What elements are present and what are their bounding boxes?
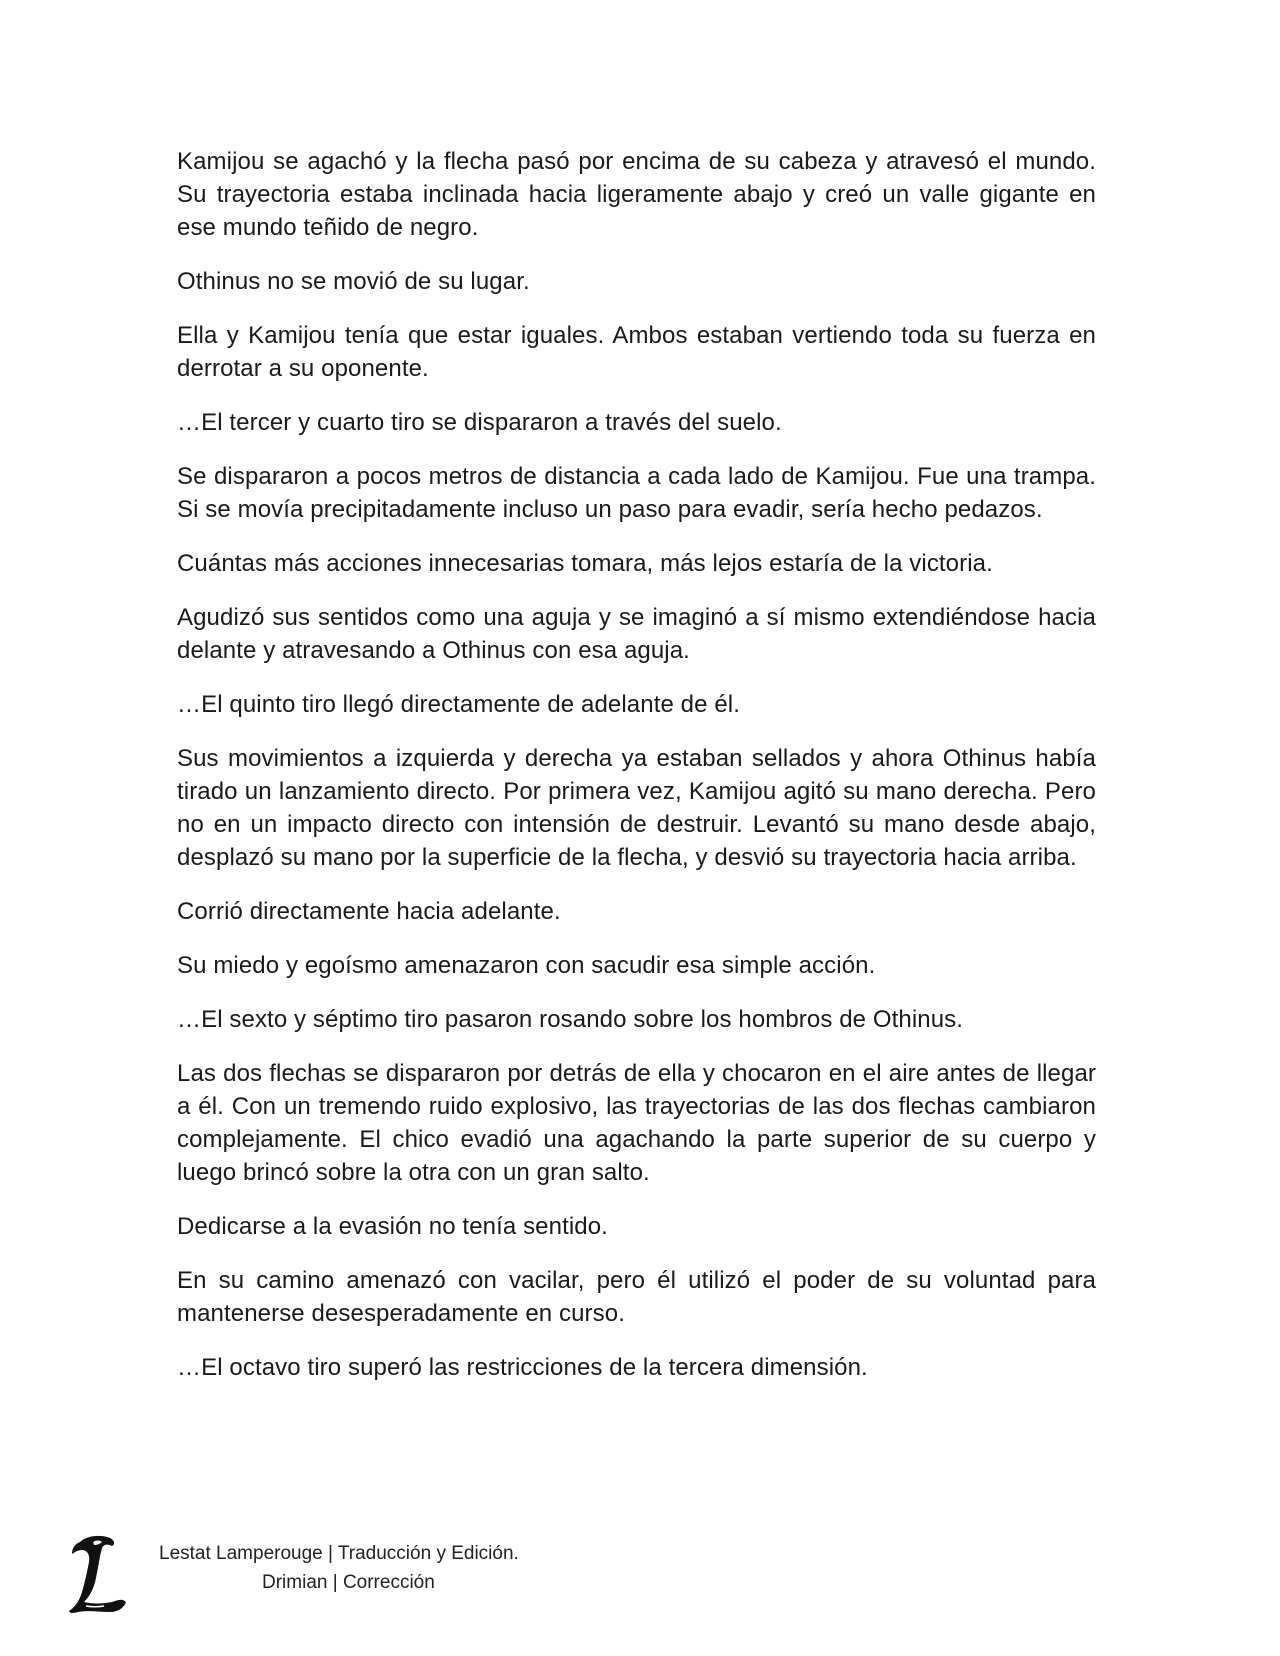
paragraph: En su camino amenazó con vacilar, pero él utilizó el poder de su voluntad para mantenerse desesperadamente en curso. [177,1267,1096,1327]
paragraph: Cuántas más acciones innecesarias tomara, más lejos estaría de la victoria. [177,550,993,577]
paragraph: Se dispararon a pocos metros de distancia a cada lado de Kamijou. Fue una trampa. Si se movía precipitadamente incluso un paso para evadir, sería hecho pedazos. [177,463,1096,523]
paragraph: Kamijou se agachó y la flecha pasó por encima de su cabeza y atravesó el mundo. Su trayectoria estaba inclinada hacia ligeramente abajo y creó un valle gigante en ese mundo teñido de negro. [177,148,1096,241]
paragraph: …El tercer y cuarto tiro se dispararon a través del suelo. [177,409,782,436]
paragraph: Ella y Kamijou tenía que estar iguales. Ambos estaban vertiendo toda su fuerza en derrotar a su oponente. [177,322,1096,382]
document-body [177,145,1096,1405]
paragraph: Othinus no se movió de su lugar. [177,268,530,295]
gothic-letter-l-logo-icon [66,1532,130,1616]
paragraph: Agudizó sus sentidos como una aguja y se imaginó a sí mismo extendiéndose hacia delante y atravesando a Othinus con esa aguja. [177,604,1096,664]
footer-credits-correction: Drimian | Corrección [262,1572,435,1593]
paragraph: Corrió directamente hacia adelante. [177,898,561,925]
paragraph: Dedicarse a la evasión no tenía sentido. [177,1213,608,1240]
paragraph: …El quinto tiro llegó directamente de adelante de él. [177,691,740,718]
paragraph: Las dos flechas se dispararon por detrás de ella y chocaron en el aire antes de llegar a él. Con un tremendo ruido explosivo, las trayectorias de las dos flechas cambiaron complejamente. El chico evadió una agachando la parte superior de su cuerpo y luego brincó sobre la otra con un gran salto. [177,1060,1096,1186]
paragraph: …El sexto y séptimo tiro pasaron rosando sobre los hombros de Othinus. [177,1006,964,1033]
paragraph: …El octavo tiro superó las restricciones de la tercera dimensión. [177,1354,868,1381]
paragraph: Sus movimientos a izquierda y derecha ya estaban sellados y ahora Othinus había tirado un lanzamiento directo. Por primera vez, Kamijou agitó su mano derecha. Pero no en un impacto directo con intensión de destruir. Levantó su mano desde abajo, desplazó su mano por la superficie de la flecha, y desvió su trayectoria hacia arriba. [177,745,1096,871]
paragraph: Su miedo y egoísmo amenazaron con sacudir esa simple acción. [177,952,876,979]
footer-credits-translation: Lestat Lamperouge | Traducción y Edición. [159,1543,519,1564]
page-footer [64,1532,764,1622]
